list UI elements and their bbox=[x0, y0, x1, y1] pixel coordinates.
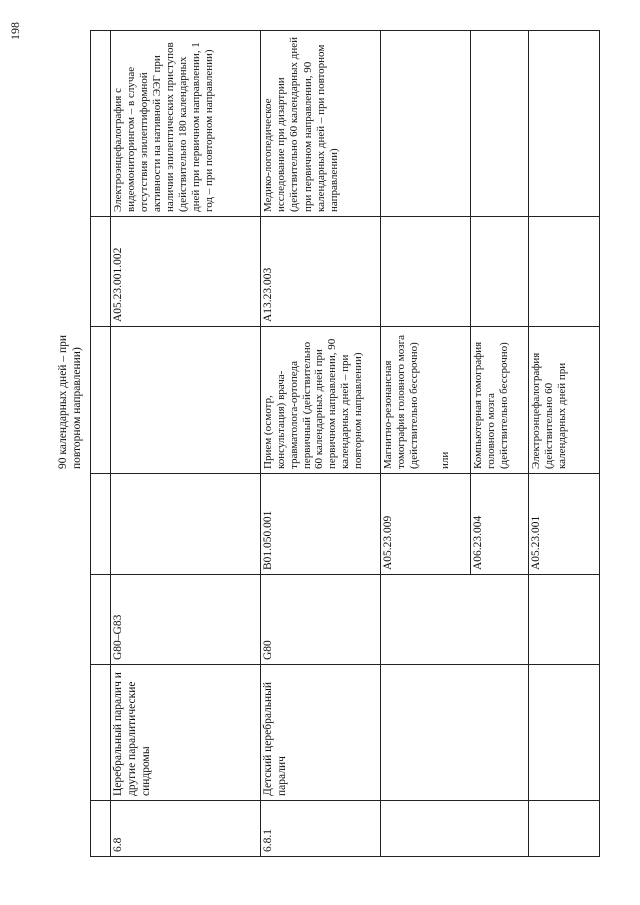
page-number: 198 bbox=[8, 22, 22, 40]
disease-name: Детский церебральный паралич bbox=[262, 681, 288, 796]
row-number: 6.8.1 bbox=[262, 829, 274, 852]
service-code: B01.050.001 bbox=[262, 510, 274, 570]
icd-code: G80–G83 bbox=[112, 614, 124, 660]
service-code: A05.23.009 bbox=[382, 515, 394, 570]
disease-name: Церебральный паралич и другие паралитические синдромы bbox=[112, 672, 152, 796]
continuation-text: 90 календарных дней – при повторном направлении) bbox=[57, 334, 83, 469]
service-description: Магнитно-резонансная томография головного мозга (действительно бессрочно) bbox=[382, 335, 421, 469]
service-description: Электроэнцефалография (действительно 60 календарных дней при bbox=[530, 352, 569, 469]
method-description: Медико-логопедическое исследование при дизартрии (действительно 60 календарных дней при первичном направлении, 90 календарных дней – при повторном направлении) bbox=[262, 36, 340, 212]
method-description: Электроэнцефалография с видеомониторингом – в случае отсутствия эпилептиформной активности на нативной ЭЭГ при наличии эпилептических приступов (действительно 180 календарных дней при первичном направлении, 1 год – при повторном направлении) bbox=[112, 42, 215, 212]
method-code: A13.23.003 bbox=[262, 267, 274, 322]
service-description: Компьютерная томография головного мозга (действительно бессрочно) bbox=[472, 341, 511, 469]
method-code: A05.23.001.002 bbox=[112, 247, 124, 322]
service-code: A06.23.004 bbox=[472, 515, 484, 570]
icd-code: G80 bbox=[262, 640, 274, 660]
rotated-table bbox=[57, 31, 600, 857]
or-text: или bbox=[439, 451, 451, 469]
row-number: 6.8 bbox=[112, 837, 124, 852]
service-description: Прием (осмотр, консультация) врача-травматолога-ортопеда первичный (действительно 60 календарных дней при первичном направлении, 90 календарных дней – при повторном направлении) bbox=[262, 338, 365, 469]
service-code: A05.23.001 bbox=[530, 515, 542, 570]
